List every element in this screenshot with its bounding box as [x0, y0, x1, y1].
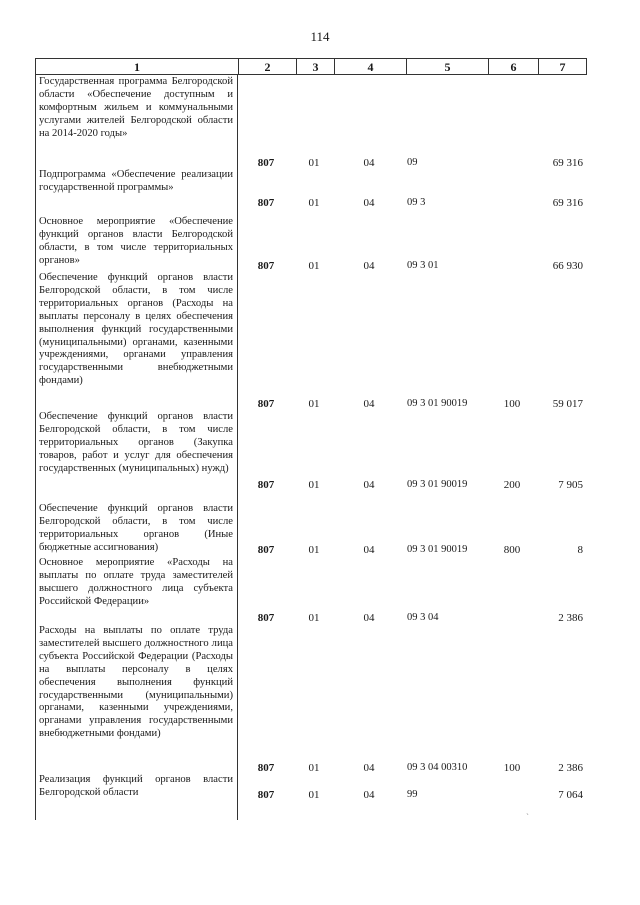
- row-amount: 66 930: [552, 260, 583, 272]
- row-amount: 2 386: [558, 762, 583, 774]
- header-col-1: 1: [134, 60, 140, 74]
- row-description: Основное мероприятие «Расходы на выплаты по оплате труда заместителей высшего должностного лица субъекта Российской Федерации»: [39, 557, 233, 607]
- row-amount: 7 905: [558, 479, 583, 491]
- row-description: Расходы на выплаты по оплате труда заместителей высшего должностного лица субъекта Российской Федерации (Расходы на выплаты персоналу в целях обеспечения выполнения функций государственными (муниципальными) органами, казенными учреждениями, органами управления государственными внебюджетными фондами): [39, 625, 233, 740]
- row-code-ministry: 807: [257, 157, 275, 169]
- table-column-divider: [237, 75, 238, 820]
- row-code-subsection: 04: [363, 197, 375, 209]
- row-code-expense-type: 100: [503, 398, 521, 410]
- table-header: [35, 58, 587, 75]
- row-code-target: 09 3 04: [407, 612, 439, 623]
- row-code-subsection: 04: [363, 612, 375, 624]
- row-code-subsection: 04: [363, 398, 375, 410]
- row-code-expense-type: 800: [503, 544, 521, 556]
- row-amount: 59 017: [552, 398, 583, 410]
- row-code-target: 99: [407, 789, 418, 800]
- row-code-expense-type: 100: [503, 762, 521, 774]
- row-amount: 7 064: [558, 789, 583, 801]
- row-code-ministry: 807: [257, 479, 275, 491]
- row-amount: 69 316: [552, 157, 583, 169]
- row-code-ministry: 807: [257, 612, 275, 624]
- header-col-2: 2: [238, 59, 296, 74]
- row-code-target: 09 3 01 90019: [407, 479, 468, 490]
- row-code-ministry: 807: [257, 260, 275, 272]
- header-col-5: 5: [406, 59, 488, 74]
- row-code-section: 01: [308, 479, 320, 491]
- row-description: Обеспечение функций органов власти Белгородской области, в том числе территориальных органов (Закупка товаров, работ и услуг для обеспечения государственных (муниципальных) нужд): [39, 411, 233, 474]
- row-amount: 2 386: [558, 612, 583, 624]
- row-code-section: 01: [308, 612, 320, 624]
- row-code-section: 01: [308, 157, 320, 169]
- row-description: Обеспечение функций органов власти Белгородской области, в том числе территориальных органов (Расходы на выплаты персоналу в целях обеспечения выполнения функций государственными (муниципальными) органами, казенными учреждениями, органами управления государственными внебюджетными фондами): [39, 272, 233, 387]
- page-number: 114: [310, 29, 330, 44]
- row-description: Государственная программа Белгородской области «Обеспечение доступным и комфортным жильем и коммунальными услугами жителей Белгородской области на 2014-2020 годы»: [39, 76, 233, 139]
- header-col-4: 4: [334, 59, 406, 74]
- row-description: Подпрограмма «Обеспечение реализации государственной программы»: [39, 169, 233, 193]
- row-code-subsection: 04: [363, 157, 375, 169]
- row-code-section: 01: [308, 398, 320, 410]
- row-code-subsection: 04: [363, 479, 375, 491]
- row-code-section: 01: [308, 197, 320, 209]
- row-code-target: 09 3: [407, 197, 426, 208]
- row-description: Обеспечение функций органов власти Белгородской области, в том числе территориальных органов (Иные бюджетные ассигнования): [39, 503, 233, 553]
- row-code-ministry: 807: [257, 789, 275, 801]
- row-code-ministry: 807: [257, 398, 275, 410]
- row-code-section: 01: [308, 544, 320, 556]
- row-code-ministry: 807: [257, 762, 275, 774]
- row-code-target: 09 3 04 00310: [407, 762, 468, 773]
- table-left-border: [35, 75, 36, 820]
- row-amount: 8: [577, 544, 583, 556]
- row-code-subsection: 04: [363, 544, 375, 556]
- row-code-expense-type: 200: [503, 479, 521, 491]
- row-code-ministry: 807: [257, 197, 275, 209]
- scan-speck: ˎ: [526, 805, 529, 815]
- header-col-6: 6: [488, 59, 538, 74]
- row-code-section: 01: [308, 762, 320, 774]
- row-description: Реализация функций органов власти Белгородской области: [39, 774, 233, 798]
- row-code-target: 09 3 01: [407, 260, 439, 271]
- header-col-7: 7: [538, 59, 586, 74]
- row-code-target: 09: [407, 157, 418, 168]
- row-code-subsection: 04: [363, 762, 375, 774]
- row-code-target: 09 3 01 90019: [407, 544, 468, 555]
- row-code-section: 01: [308, 260, 320, 272]
- row-code-subsection: 04: [363, 789, 375, 801]
- row-code-ministry: 807: [257, 544, 275, 556]
- row-amount: 69 316: [552, 197, 583, 209]
- row-description: Основное мероприятие «Обеспечение функций органов власти Белгородской области, в том числе территориальных органов»: [39, 216, 233, 266]
- row-code-subsection: 04: [363, 260, 375, 272]
- row-code-target: 09 3 01 90019: [407, 398, 468, 409]
- header-col-3: 3: [296, 59, 334, 74]
- row-code-section: 01: [308, 789, 320, 801]
